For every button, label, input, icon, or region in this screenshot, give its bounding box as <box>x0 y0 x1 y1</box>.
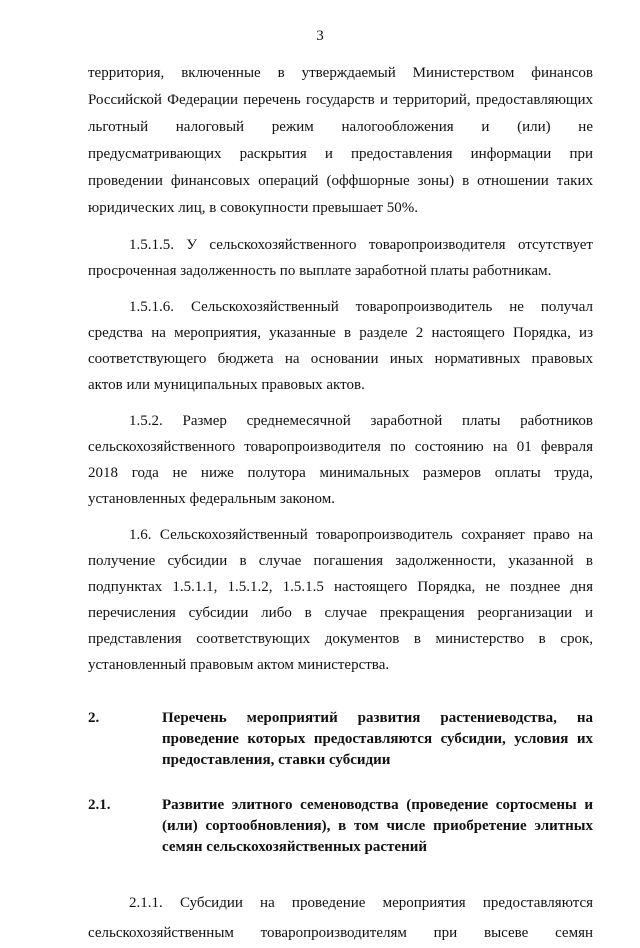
heading-line: Перечень мероприятий развития растениеводства, на <box>162 710 593 726</box>
paragraph-offshore-share <box>88 60 593 222</box>
section-title <box>162 795 593 858</box>
page-number: 3 <box>316 28 324 44</box>
text-line: подпунктах 1.5.1.1, 1.5.1.2, 1.5.1.5 настоящего Порядка, не позднее дня <box>88 579 593 595</box>
text-line: 1.6. Сельскохозяйственный товаропроизводитель сохраняет право на <box>129 527 593 543</box>
text-line: проведении финансовых операций (оффшорные зоны) в отношении таких <box>88 173 593 189</box>
text-line: актов или муниципальных правовых актов. <box>88 377 365 393</box>
paragraph-1-5-1-5 <box>88 232 593 284</box>
text-line: 1.5.1.5. У сельскохозяйственного товаропроизводителя отсутствует <box>129 237 593 253</box>
text-line: сельскохозяйственным товаропроизводителям при высеве семян <box>88 925 593 941</box>
text-line: юридических лиц, в совокупности превышает 50%. <box>88 200 418 216</box>
paragraph-1-6 <box>88 522 593 678</box>
text-line: представления соответствующих документов в министерство в срок, <box>88 631 593 647</box>
text-line: сельскохозяйственного товаропроизводителя по состоянию на 01 февраля <box>88 439 593 455</box>
text-line: установленных федеральным законом. <box>88 491 336 507</box>
text-line: 1.5.1.6. Сельскохозяйственный товаропроизводитель не получал <box>129 299 593 315</box>
text-line: просроченная задолженность по выплате заработной платы работникам. <box>88 263 552 279</box>
heading-line: предоставления, ставки субсидии <box>162 752 391 768</box>
text-line: средства на мероприятия, указанные в разделе 2 настоящего Порядка, из <box>88 325 593 341</box>
section-title <box>162 708 593 771</box>
text-line: территория, включенные в утверждаемый Министерством финансов <box>88 65 593 81</box>
paragraph-1-5-1-6 <box>88 294 593 398</box>
heading-line: семян сельскохозяйственных растений <box>162 839 427 855</box>
heading-line: (или) сортообновления), в том числе приобретение элитных <box>162 818 593 834</box>
document-body <box>88 60 593 948</box>
text-line: получение субсидии в случае погашения задолженности, указанной в <box>88 553 593 569</box>
heading-line: Развитие элитного семеноводства (проведение сортосмены и <box>162 797 593 813</box>
text-line: установленный правовым актом министерства. <box>88 657 390 673</box>
text-line: перечисления субсидии либо в случае прекращения реорганизации и <box>88 605 593 621</box>
text-line: 2018 года не ниже полутора минимальных размеров оплаты труда, <box>88 465 593 481</box>
text-line: льготный налоговый режим налогообложения и (или) не <box>88 119 593 135</box>
section-number: 2.1. <box>88 797 111 813</box>
paragraph-1-5-2 <box>88 408 593 512</box>
text-line: предусматривающих раскрытия и предоставления информации при <box>88 146 593 162</box>
text-line: 2.1.1. Субсидии на проведение мероприятия предоставляются <box>129 895 593 911</box>
text-line: 1.5.2. Размер среднемесячной заработной платы работников <box>129 413 593 429</box>
text-line: соответствующего бюджета на основании иных нормативных правовых <box>88 351 593 367</box>
text-line: Российской Федерации перечень государств и территорий, предоставляющих <box>88 92 593 108</box>
heading-line: проведение которых предоставляются субсидии, условия их <box>162 731 593 747</box>
section-heading-2-1 <box>88 795 593 858</box>
section-number: 2. <box>88 710 100 726</box>
paragraph-2-1-1 <box>88 888 593 948</box>
section-heading-2 <box>88 708 593 771</box>
